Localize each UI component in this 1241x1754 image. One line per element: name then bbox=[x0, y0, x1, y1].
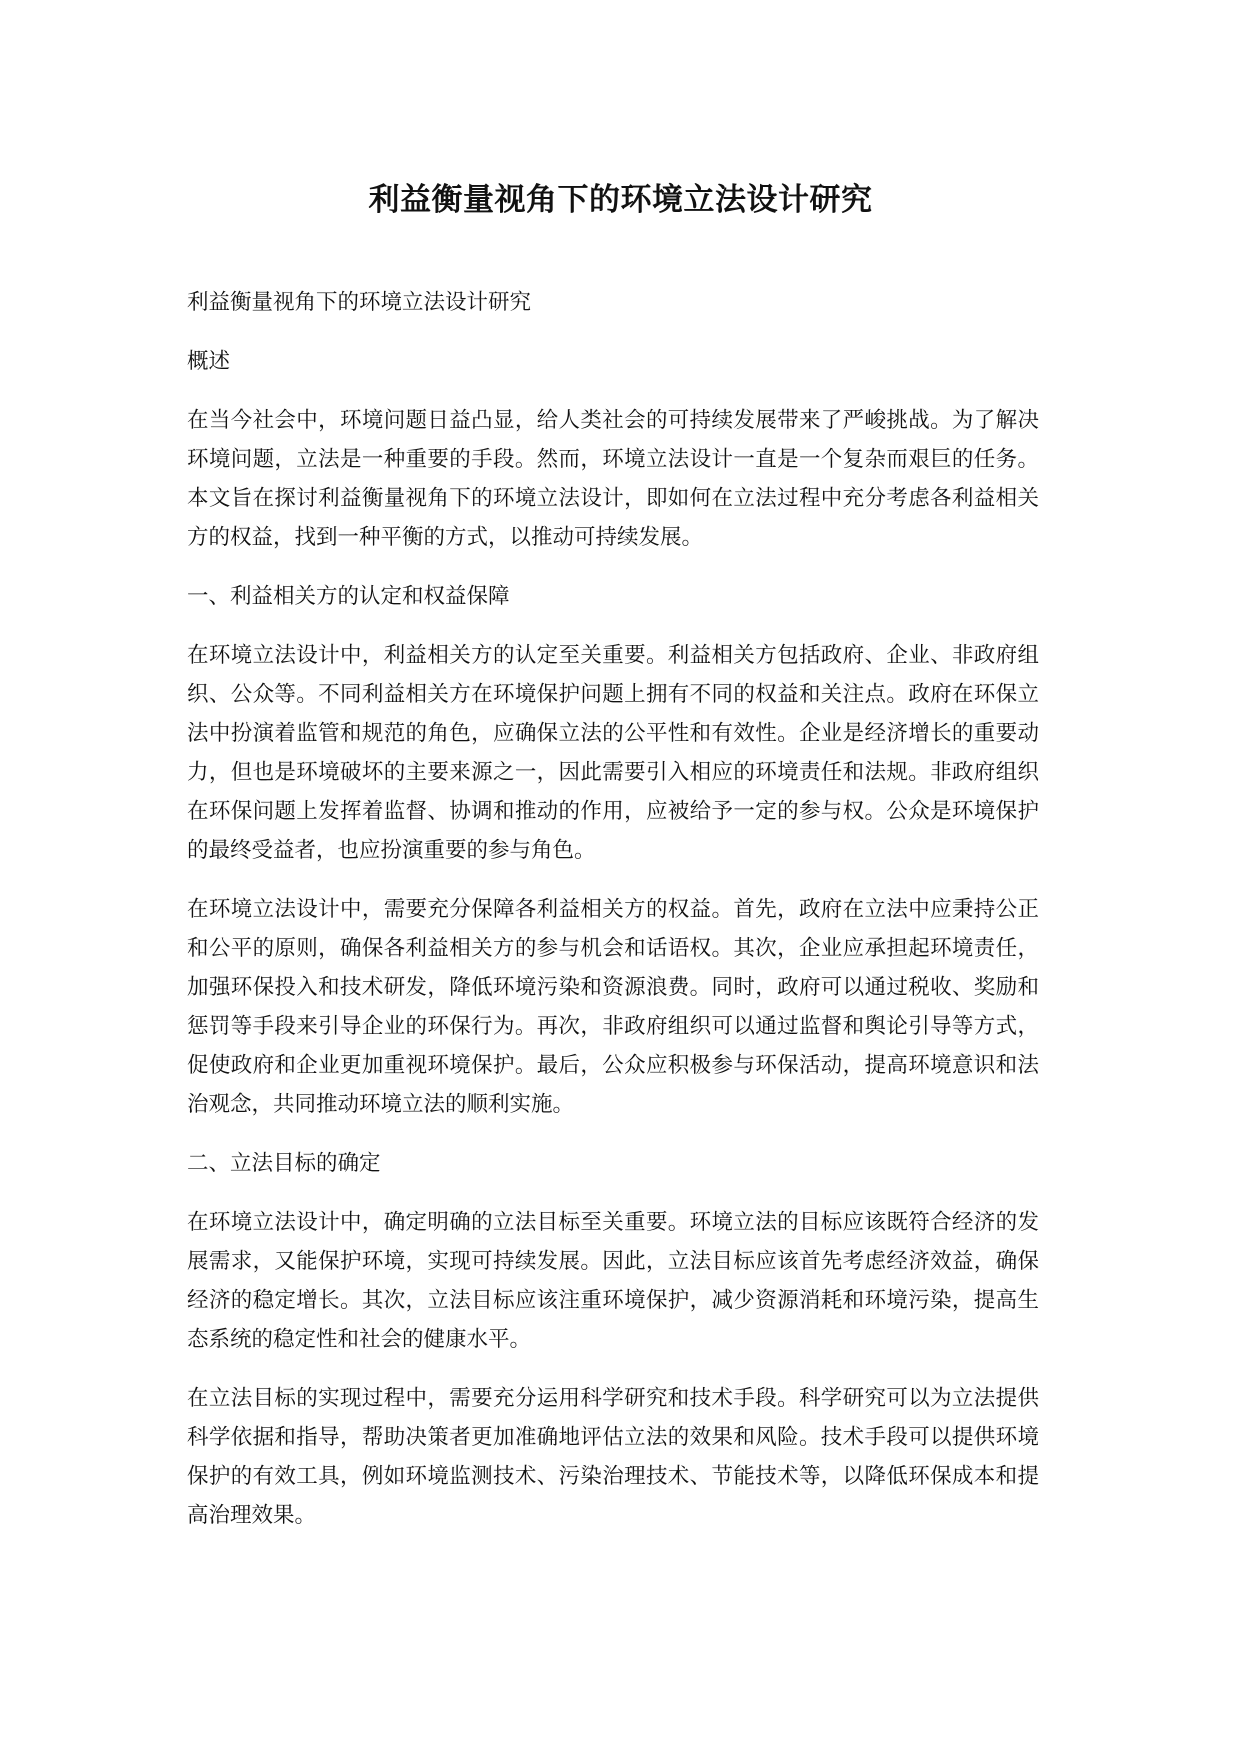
section-2-paragraph-1: 在环境立法设计中，确定明确的立法目标至关重要。环境立法的目标应该既符合经济的发展需求，又能保护环境，实现可持续发展。因此，立法目标应该首先考虑经济效益，确保经济的稳定增长。其次，立法目标应该注重环境保护，减少资源消耗和环境污染，提高生态系统的稳定性和社会的健康水平。 bbox=[187, 1210, 1039, 1352]
section-1-paragraph-1: 在环境立法设计中，利益相关方的认定至关重要。利益相关方包括政府、企业、非政府组织、公众等。不同利益相关方在环境保护问题上拥有不同的权益和关注点。政府在环保立法中扮演着监管和规范的角色，应确保立法的公平性和有效性。企业是经济增长的重要动力，但也是环境破坏的主要来源之一，因此需要引入相应的环境责任和法规。非政府组织在环保问题上发挥着监督、协调和推动的作用，应被给予一定的参与权。公众是环境保护的最终受益者，也应扮演重要的参与角色。 bbox=[187, 643, 1039, 863]
document-title: 利益衡量视角下的环境立法设计研究 bbox=[368, 182, 873, 218]
section-2-paragraph-2: 在立法目标的实现过程中，需要充分运用科学研究和技术手段。科学研究可以为立法提供科学依据和指导，帮助决策者更加准确地评估立法的效果和风险。技术手段可以提供环境保护的有效工具，例如环境监测技术、污染治理技术、节能技术等，以降低环保成本和提高治理效果。 bbox=[187, 1386, 1039, 1528]
overview-paragraph: 在当今社会中，环境问题日益凸显，给人类社会的可持续发展带来了严峻挑战。为了解决环境问题，立法是一种重要的手段。然而，环境立法设计一直是一个复杂而艰巨的任务。本文旨在探讨利益衡量视角下的环境立法设计，即如何在立法过程中充分考虑各利益相关方的权益，找到一种平衡的方式，以推动可持续发展。 bbox=[187, 408, 1039, 550]
section-2-heading: 二、立法目标的确定 bbox=[187, 1151, 381, 1176]
document-subtitle: 利益衡量视角下的环境立法设计研究 bbox=[187, 290, 532, 315]
overview-heading: 概述 bbox=[187, 349, 231, 374]
section-1-paragraph-2: 在环境立法设计中，需要充分保障各利益相关方的权益。首先，政府在立法中应秉持公正和公平的原则，确保各利益相关方的参与机会和话语权。其次，企业应承担起环境责任，加强环保投入和技术研发，降低环境污染和资源浪费。同时，政府可以通过税收、奖励和惩罚等手段来引导企业的环保行为。再次，非政府组织可以通过监督和舆论引导等方式，促使政府和企业更加重视环境保护。最后，公众应积极参与环保活动，提高环境意识和法治观念，共同推动环境立法的顺利实施。 bbox=[187, 897, 1039, 1117]
section-1-heading: 一、利益相关方的认定和权益保障 bbox=[187, 584, 510, 609]
document-body bbox=[187, 283, 1039, 1555]
